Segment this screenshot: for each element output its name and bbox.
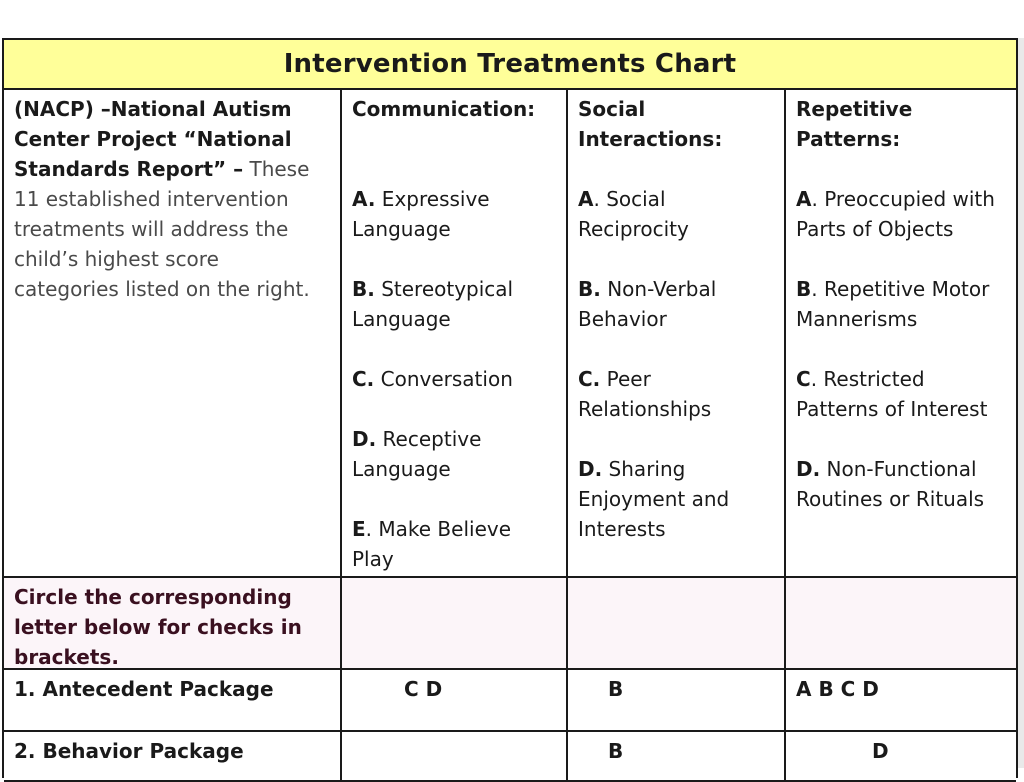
communication-letters[interactable]: C D (342, 670, 568, 730)
list-item: C. Restricted Patterns of Interest (796, 367, 988, 421)
page-edge-shadow (1018, 38, 1024, 768)
table-row (4, 732, 1016, 782)
column-heading: Social Interactions: (578, 97, 723, 151)
list-item: B. Stereotypical Language (352, 277, 514, 331)
intro-cell (4, 90, 342, 576)
intro-bold-text: (NACP) –National Autism Center Project “National Standards Report” – (14, 97, 292, 181)
empty-cell (568, 578, 786, 668)
intervention-treatments-table (2, 38, 1018, 778)
table-row (4, 670, 1016, 732)
column-heading: Repetitive Patterns: (796, 97, 913, 151)
list-item: A. Preoccupied with Parts of Objects (796, 187, 995, 241)
social-letters[interactable]: B (568, 670, 786, 730)
list-item: C. Peer Relationships (578, 367, 712, 421)
social-column (568, 90, 786, 576)
package-label: 1. Antecedent Package (4, 670, 342, 730)
table-title: Intervention Treatments Chart (4, 40, 1016, 90)
empty-cell (342, 578, 568, 668)
column-heading: Communication: (352, 97, 536, 121)
list-item: E. Make Believe Play (352, 517, 512, 571)
intro-body-text: These 11 established intervention treatments will address the child’s highest score categories listed on the right. (14, 157, 310, 301)
list-item: B. Repetitive Motor Mannerisms (796, 277, 990, 331)
repetitive-letters[interactable]: A B C D (796, 677, 879, 701)
communication-letters[interactable] (342, 732, 568, 780)
list-item: D. Sharing Enjoyment and Interests (578, 457, 730, 541)
list-item: C. Conversation (352, 367, 513, 391)
list-item: D. Receptive Language (352, 427, 482, 481)
social-letters[interactable]: B (568, 732, 786, 780)
package-label: 2. Behavior Package (4, 732, 342, 780)
instruction-row (4, 578, 1016, 670)
repetitive-letters[interactable]: D (872, 739, 889, 763)
repetitive-column (786, 90, 1016, 576)
list-item: A. Social Reciprocity (578, 187, 689, 241)
list-item: A. Expressive Language (352, 187, 490, 241)
list-item: D. Non-Functional Routines or Rituals (796, 457, 985, 511)
instruction-text: Circle the corresponding letter below for checks in brackets. (4, 578, 342, 668)
communication-column (342, 90, 568, 576)
categories-row (4, 90, 1016, 578)
empty-cell (786, 578, 1016, 668)
list-item: B. Non-Verbal Behavior (578, 277, 717, 331)
